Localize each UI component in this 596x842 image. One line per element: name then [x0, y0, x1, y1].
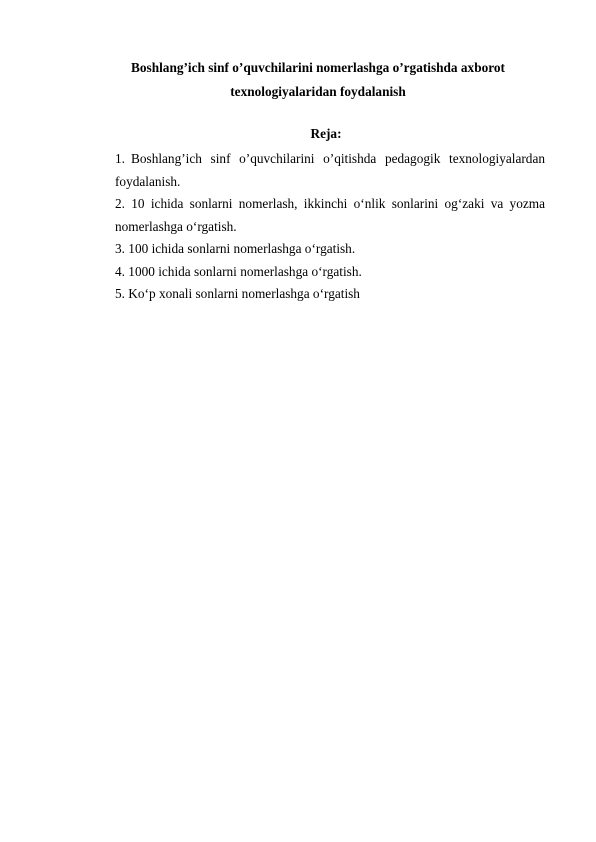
plan-item-2-line-1: 2. 10 ichida sonlarni nomerlash, ikkinchi o‘nlik sonlarini og‘zaki va yozma	[115, 196, 545, 211]
title-line-1: Boshlang’ich sinf o’quvchilarini nomerlashga o’rgatishda axborot	[131, 60, 505, 75]
plan-item-1-text: Boshlang’ich sinf o’quvchilarini o’qitishda pedagogik texnologiyalardan	[131, 151, 545, 166]
plan-item-4: 4. 1000 ichida sonlarni nomerlashga o‘rgatish.	[115, 263, 362, 279]
plan-item-1	[115, 148, 545, 193]
plan-item-1-number: 1.	[115, 151, 125, 166]
plan-item-2	[115, 193, 545, 238]
plan-item-1-line-2: foydalanish.	[115, 173, 181, 189]
document-title	[100, 56, 536, 104]
plan-item-3: 3. 100 ichida sonlarni nomerlashga o‘rgatish.	[115, 241, 356, 256]
plan-item-1-line-1	[115, 148, 545, 171]
title-line-2: texnologiyalaridan foydalanish	[230, 84, 406, 99]
plan-item-5: 5. Ko‘p xonali sonlarni nomerlashga o‘rgatish	[115, 286, 360, 301]
plan-item-2-line-2: nomerlashga o‘rgatish.	[115, 218, 237, 234]
plan-list	[115, 148, 545, 306]
plan-heading: Reja:	[310, 126, 342, 141]
